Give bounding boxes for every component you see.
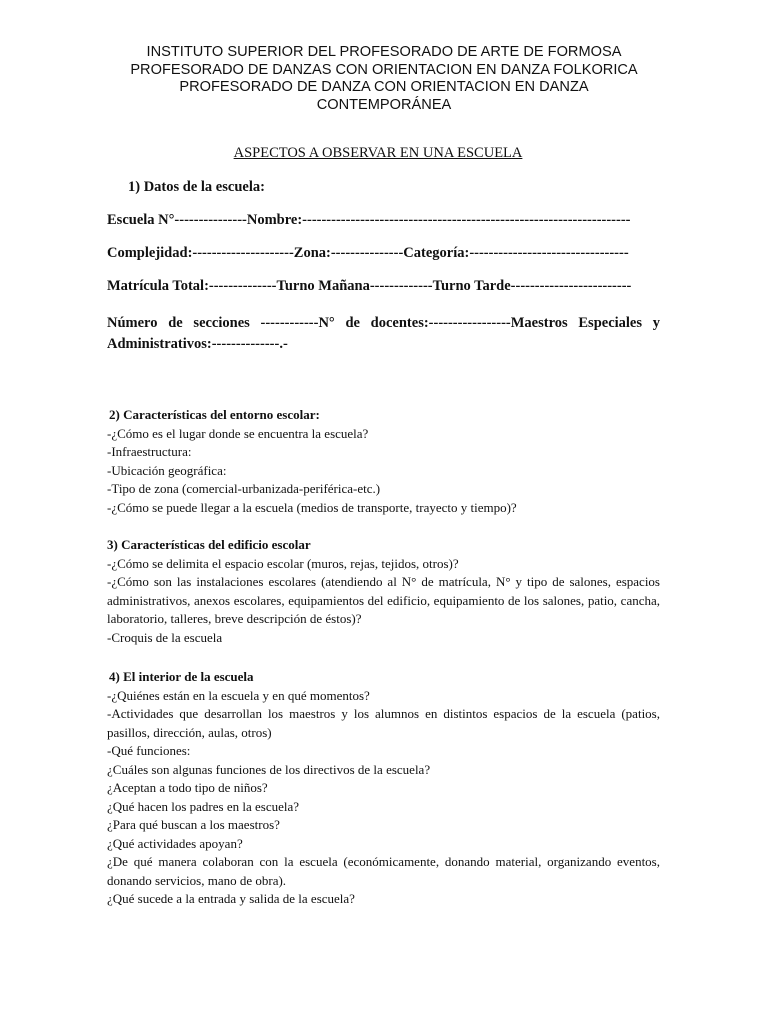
list-item: -¿Cómo es el lugar donde se encuentra la escuela? — [107, 425, 369, 441]
section-2-heading: 2) Características del entorno escolar: — [109, 407, 320, 422]
list-item: ¿Para qué buscan a los maestros? — [107, 817, 280, 832]
list-item: ¿Qué actividades apoyan? — [107, 835, 243, 851]
school-number-name-field: Escuela N°---------------Nombre:-------------------------------------------------------------------- — [107, 212, 631, 228]
header-line: PROFESORADO DE DANZAS CON ORIENTACION EN DANZA FOLKORICA — [130, 61, 638, 78]
section-4-heading: 4) El interior de la escuela — [109, 669, 254, 684]
list-item: -Actividades que desarrollan los maestros y los alumnos en distintos espacios de la escuela (patios, pasillos, dirección, aulas, otros) — [107, 706, 660, 740]
list-item: -¿Cómo se delimita el espacio escolar (muros, rejas, tejidos, otros)? — [107, 555, 459, 571]
list-item: -Tipo de zona (comercial-urbanizada-periférica-etc.) — [107, 481, 381, 496]
list-item: -Infraestructura: — [107, 444, 192, 459]
header-line: INSTITUTO SUPERIOR DEL PROFESORADO DE ARTE DE FORMOSA — [146, 44, 622, 60]
header-line: CONTEMPORÁNEA — [316, 96, 452, 113]
list-item: -¿Cómo se puede llegar a la escuela (medios de transporte, trayecto y tiempo)? — [107, 499, 517, 515]
list-item: ¿Qué hacen los padres en la escuela? — [107, 798, 300, 814]
list-item: ¿Qué sucede a la entrada y salida de la escuela? — [107, 891, 355, 906]
list-item: -¿Quiénes están en la escuela y en qué momentos? — [107, 687, 370, 703]
section-4 — [107, 668, 660, 909]
section-1-heading: 1) Datos de la escuela: — [128, 179, 265, 195]
header-line: PROFESORADO DE DANZA CON ORIENTACION EN DANZA — [179, 79, 589, 95]
institution-header — [60, 44, 708, 114]
list-item: -Croquis de la escuela — [107, 629, 223, 645]
list-item: -Qué funciones: — [107, 743, 191, 758]
enrollment-shifts-field: Matrícula Total:--------------Turno Mañana-------------Turno Tarde------------------------- — [107, 278, 632, 294]
section-3 — [107, 536, 660, 647]
section-3-heading: 3) Características del edificio escolar — [107, 537, 311, 552]
list-item: ¿Aceptan a todo tipo de niños? — [107, 780, 268, 795]
list-item: -Ubicación geográfica: — [107, 462, 227, 478]
list-item: ¿Cuáles son algunas funciones de los directivos de la escuela? — [107, 761, 431, 777]
complexity-zone-category-field: Complejidad:---------------------Zona:---------------Categoría:--------------------------------- — [107, 245, 629, 261]
section-2 — [107, 406, 660, 517]
list-item: -¿Cómo son las instalaciones escolares (atendiendo al N° de matrícula, N° y tipo de salones, espacios administrativos, anexos escolares, equipamientos del edificio, equipamiento de los salones, patio, cancha, laboratorio, talleres, breve descripción de éstos)? — [107, 574, 660, 626]
list-item: ¿De qué manera colaboran con la escuela (económicamente, donando material, organizando eventos, donando servicios, mano de obra). — [107, 854, 660, 888]
document-title: ASPECTOS A OBSERVAR EN UNA ESCUELA — [233, 145, 523, 161]
sections-teachers-field: Número de secciones ------------N° de docentes:-----------------Maestros Especiales y Administrativos:--------------.- — [107, 315, 660, 352]
